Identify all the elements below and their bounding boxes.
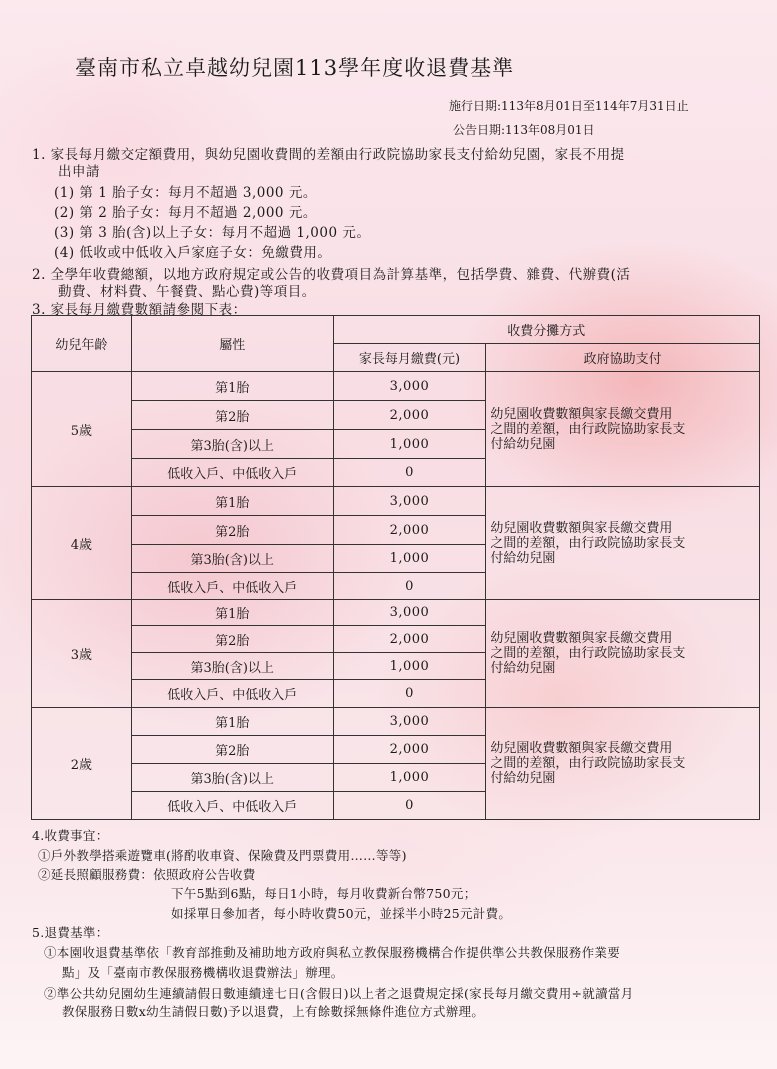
fee-cell: 2,000 <box>333 626 486 653</box>
gov-text-line: 之間的差額，由行政院協助家長支 <box>490 646 686 661</box>
item5-b-line1: ②準公共幼兒園幼生連續請假日數連續達七日(含假日)以上者之退費規定採(家長每月繳交費用÷就讀當月 <box>44 986 634 1001</box>
gov-text-line: 幼兒園收費數額與家長繳交費用 <box>490 520 673 536</box>
age-cell: 5歲 <box>32 372 132 487</box>
fee-cell: 1,000 <box>333 545 486 573</box>
gov-text-line: 之間的差額，由行政院協助家長支 <box>490 756 686 771</box>
item5-heading: 5.退費基準： <box>32 925 109 940</box>
item2-line1: 2. 全學年收費總額，以地方政府規定或公告的收費項目為計算基準，包括學費、雜費、代辦費(活 <box>32 267 631 283</box>
attribute-cell: 第2胎 <box>131 736 333 764</box>
attribute-cell: 第1胎 <box>131 600 333 626</box>
gov-text-line: 付給幼兒園 <box>490 550 556 566</box>
fee-cell: 1,000 <box>333 430 486 459</box>
gov-text-line: 之間的差額，由行政院協助家長支 <box>490 421 686 437</box>
fee-cell: 0 <box>333 792 486 820</box>
gov-text-line: 付給幼兒園 <box>490 771 556 786</box>
fee-cell: 3,000 <box>333 372 486 401</box>
fee-cell: 2,000 <box>333 736 486 764</box>
gov-text-line: 幼兒園收費數額與家長繳交費用 <box>490 741 673 756</box>
header-fee-method: 收費分攤方式 <box>333 316 759 344</box>
fee-cell: 2,000 <box>333 401 486 430</box>
item4-heading: 4.收費事宜： <box>32 828 109 843</box>
fee-cell: 3,000 <box>333 600 486 626</box>
item2-line2: 動費、材料費、午餐費、點心費)等項目。 <box>58 284 316 300</box>
item5-b-line2: 教保服務日數x幼生請假日數)予以退費，上有餘數採無條件進位方式辦理。 <box>62 1004 485 1019</box>
fee-cell: 0 <box>333 680 486 708</box>
item1-sub-2: (2) 第 2 胎子女：每月不超過 2,000 元。 <box>54 205 317 221</box>
header-age: 幼兒年齡 <box>32 316 132 372</box>
gov-text-line: 幼兒園收費數額與家長繳交費用 <box>490 406 673 422</box>
fee-cell: 0 <box>333 459 486 487</box>
announce-date: 公告日期:113年08月01日 <box>453 123 595 137</box>
fee-cell: 0 <box>333 573 486 600</box>
age-cell: 3歲 <box>32 600 132 708</box>
attribute-cell: 第3胎(含)以上 <box>131 764 333 792</box>
gov-text-line: 付給幼兒園 <box>490 436 556 452</box>
item4-b: ②延長照顧服務費：依照政府公告收費 <box>38 867 256 882</box>
attribute-cell: 第1胎 <box>131 487 333 516</box>
fee-cell: 3,000 <box>333 708 486 736</box>
item3-heading: 3. 家長每月繳費數額請參閱下表： <box>32 302 247 318</box>
header-gov-support: 政府協助支付 <box>486 344 760 372</box>
item4-b-line2: 下午5點到6點，每日1小時，每月收費新台幣750元； <box>171 886 477 901</box>
age-cell: 4歲 <box>32 487 132 600</box>
header-parent-fee: 家長每月繳費(元) <box>333 344 486 372</box>
fee-cell: 2,000 <box>333 516 486 545</box>
gov-text-line: 幼兒園收費數額與家長繳交費用 <box>490 631 673 646</box>
item4-a: ①戶外教學搭乘遊覽車(將酌收車資、保險費及門票費用……等等) <box>38 848 407 863</box>
attribute-cell: 低收入戶、中低收入戶 <box>131 680 333 708</box>
header-attribute: 屬性 <box>131 316 333 372</box>
attribute-cell: 第2胎 <box>131 626 333 653</box>
fee-cell: 1,000 <box>333 653 486 680</box>
gov-support-cell <box>486 487 760 600</box>
attribute-cell: 第2胎 <box>131 516 333 545</box>
attribute-cell: 第1胎 <box>131 708 333 736</box>
attribute-cell: 第2胎 <box>131 401 333 430</box>
fee-cell: 3,000 <box>333 487 486 516</box>
fee-cell: 1,000 <box>333 764 486 792</box>
attribute-cell: 第3胎(含)以上 <box>131 430 333 459</box>
gov-support-cell <box>486 372 760 487</box>
item1-sub-4: (4) 低收或中低收入戶家庭子女：免繳費用。 <box>54 245 332 261</box>
item1-line2: 出申請 <box>58 164 100 180</box>
gov-support-cell <box>486 708 760 820</box>
attribute-cell: 低收入戶、中低收入戶 <box>131 792 333 820</box>
item4-b-line3: 如採單日參加者，每小時收費50元，並採半小時25元計費。 <box>171 906 512 921</box>
attribute-cell: 第3胎(含)以上 <box>131 545 333 573</box>
item1-sub-1: (1) 第 1 胎子女：每月不超過 3,000 元。 <box>54 185 317 201</box>
effective-date: 施行日期:113年8月01日至114年7月31日止 <box>449 99 689 113</box>
age-cell: 2歲 <box>32 708 132 820</box>
gov-support-cell <box>486 600 760 708</box>
attribute-cell: 第1胎 <box>131 372 333 401</box>
attribute-cell: 低收入戶、中低收入戶 <box>131 459 333 487</box>
item1-line1: 1. 家長每月繳交定額費用，與幼兒園收費間的差額由行政院協助家長支付給幼兒園，家長不用提 <box>32 147 625 163</box>
gov-text-line: 之間的差額，由行政院協助家長支 <box>490 535 686 551</box>
gov-text-line: 付給幼兒園 <box>490 661 556 676</box>
page-title: 臺南市私立卓越幼兒園113學年度收退費基準 <box>75 56 515 80</box>
attribute-cell: 第3胎(含)以上 <box>131 653 333 680</box>
attribute-cell: 低收入戶、中低收入戶 <box>131 573 333 600</box>
item5-a-line2: 點」及「臺南市教保服務機構收退費辦法」辦理。 <box>62 965 344 980</box>
fee-table <box>31 315 760 820</box>
item1-sub-3: (3) 第 3 胎(含)以上子女：每月不超過 1,000 元。 <box>54 225 371 241</box>
item5-a-line1: ①本園收退費基準依「教育部推動及補助地方政府與私立教保服務機構合作提供準公共教保服務作業要 <box>44 945 621 960</box>
